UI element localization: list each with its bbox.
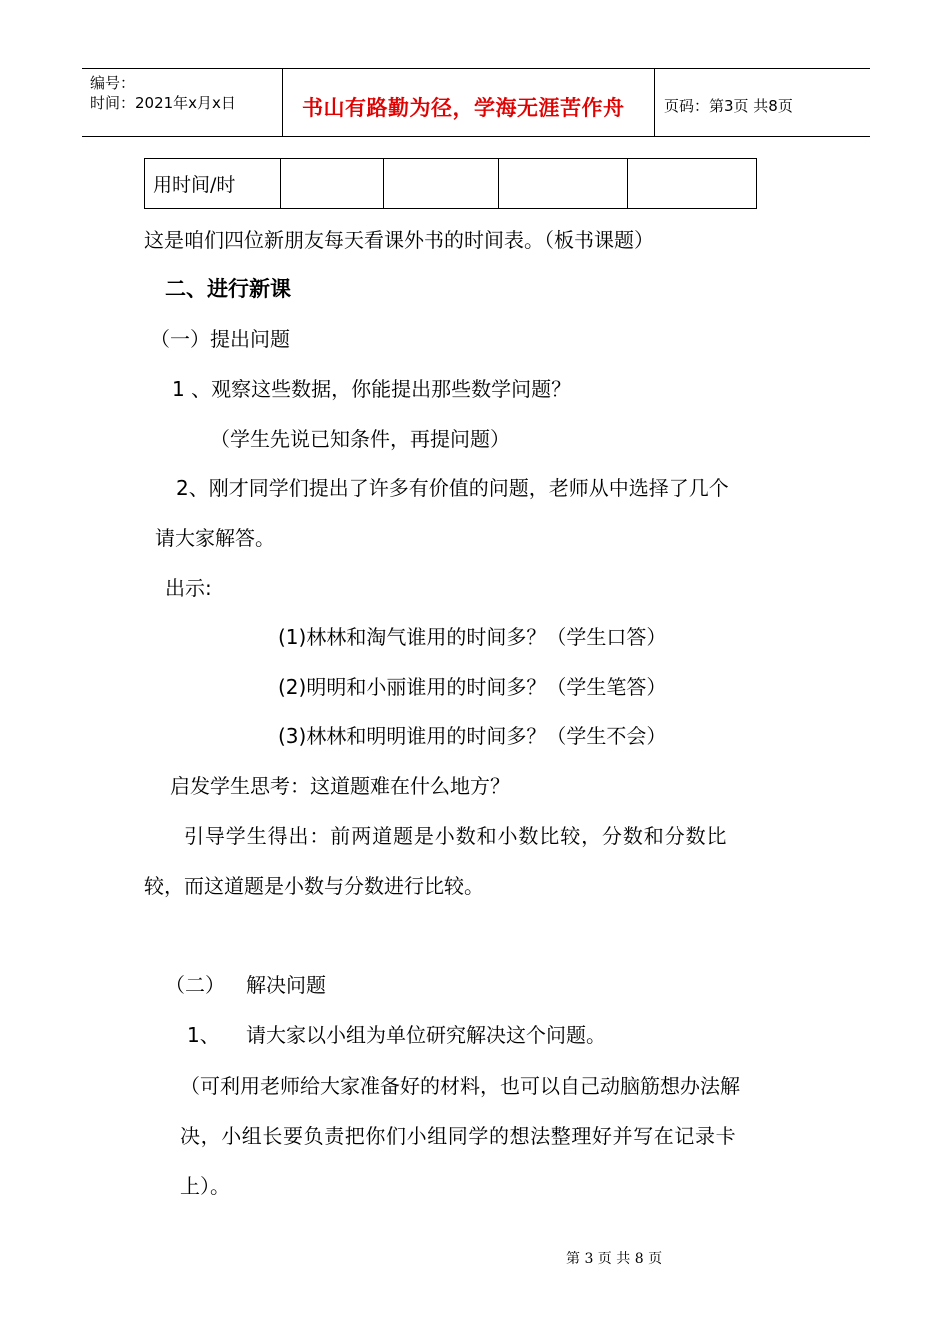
inspire-line: 启发学生思考：这道题难在什么地方？ — [170, 774, 510, 798]
section-heading: 二、进行新课 — [165, 277, 291, 301]
guide-line-2: 较，而这道题是小数与分数进行比较。 — [144, 874, 484, 898]
subsection-2-label: （二） — [165, 973, 225, 997]
question-2-line2: 请大家解答。 — [155, 526, 275, 550]
question-2-line1: 2、刚才同学们提出了许多有价值的问题，老师从中选择了几个 — [176, 476, 729, 500]
subsection-heading: （一）提出问题 — [150, 327, 290, 351]
table-row — [145, 159, 757, 209]
table-cell — [281, 159, 384, 209]
table-cell — [499, 159, 628, 209]
problem-item-1: (1)林林和淘气谁用的时间多？（学生口答） — [278, 625, 667, 649]
note-line-2: 决，小组长要负责把你们小组同学的想法整理好并写在记录卡 — [180, 1124, 737, 1148]
question-1: 1 、观察这些数据，你能提出那些数学问题？ — [172, 377, 572, 401]
problem-item-3: (3)林林和明明谁用的时间多？（学生不会） — [278, 724, 667, 748]
guide-line-1: 引导学生得出：前两道题是小数和小数比较，分数和分数比 — [184, 824, 728, 848]
step-1-text: 请大家以小组为单位研究解决这个问题。 — [246, 1023, 606, 1047]
table-cell — [628, 159, 757, 209]
header-divider-left — [282, 68, 283, 136]
header-bottom-rule — [82, 136, 870, 137]
time-table — [144, 158, 757, 209]
show-label: 出示: — [165, 576, 212, 600]
page-info: 页码：第3页 共8页 — [664, 97, 793, 115]
header-divider-right — [654, 68, 655, 136]
motto-text: 书山有路勤为径，学海无涯苦作舟 — [302, 96, 625, 120]
note-line-1: （可利用老师给大家准备好的材料，也可以自己动脑筋想办法解 — [180, 1074, 740, 1098]
subsection-2-title: 解决问题 — [246, 973, 326, 997]
problem-item-2: (2)明明和小丽谁用的时间多？（学生笔答） — [278, 675, 667, 699]
header-top-rule — [82, 68, 870, 69]
question-1-note: （学生先说已知条件，再提问题） — [210, 427, 510, 451]
serial-label: 编号： — [90, 74, 136, 92]
date-label: 时间：2021年x月x日 — [90, 94, 236, 112]
table-cell — [384, 159, 499, 209]
note-line-3: 上）。 — [180, 1174, 230, 1198]
intro-paragraph: 这是咱们四位新朋友每天看课外书的时间表。（板书课题） — [144, 228, 654, 252]
step-1-number: 1、 — [187, 1023, 220, 1047]
table-row-label: 用时间/时 — [145, 159, 281, 209]
page-footer: 第 3 页 共 8 页 — [566, 1251, 663, 1267]
